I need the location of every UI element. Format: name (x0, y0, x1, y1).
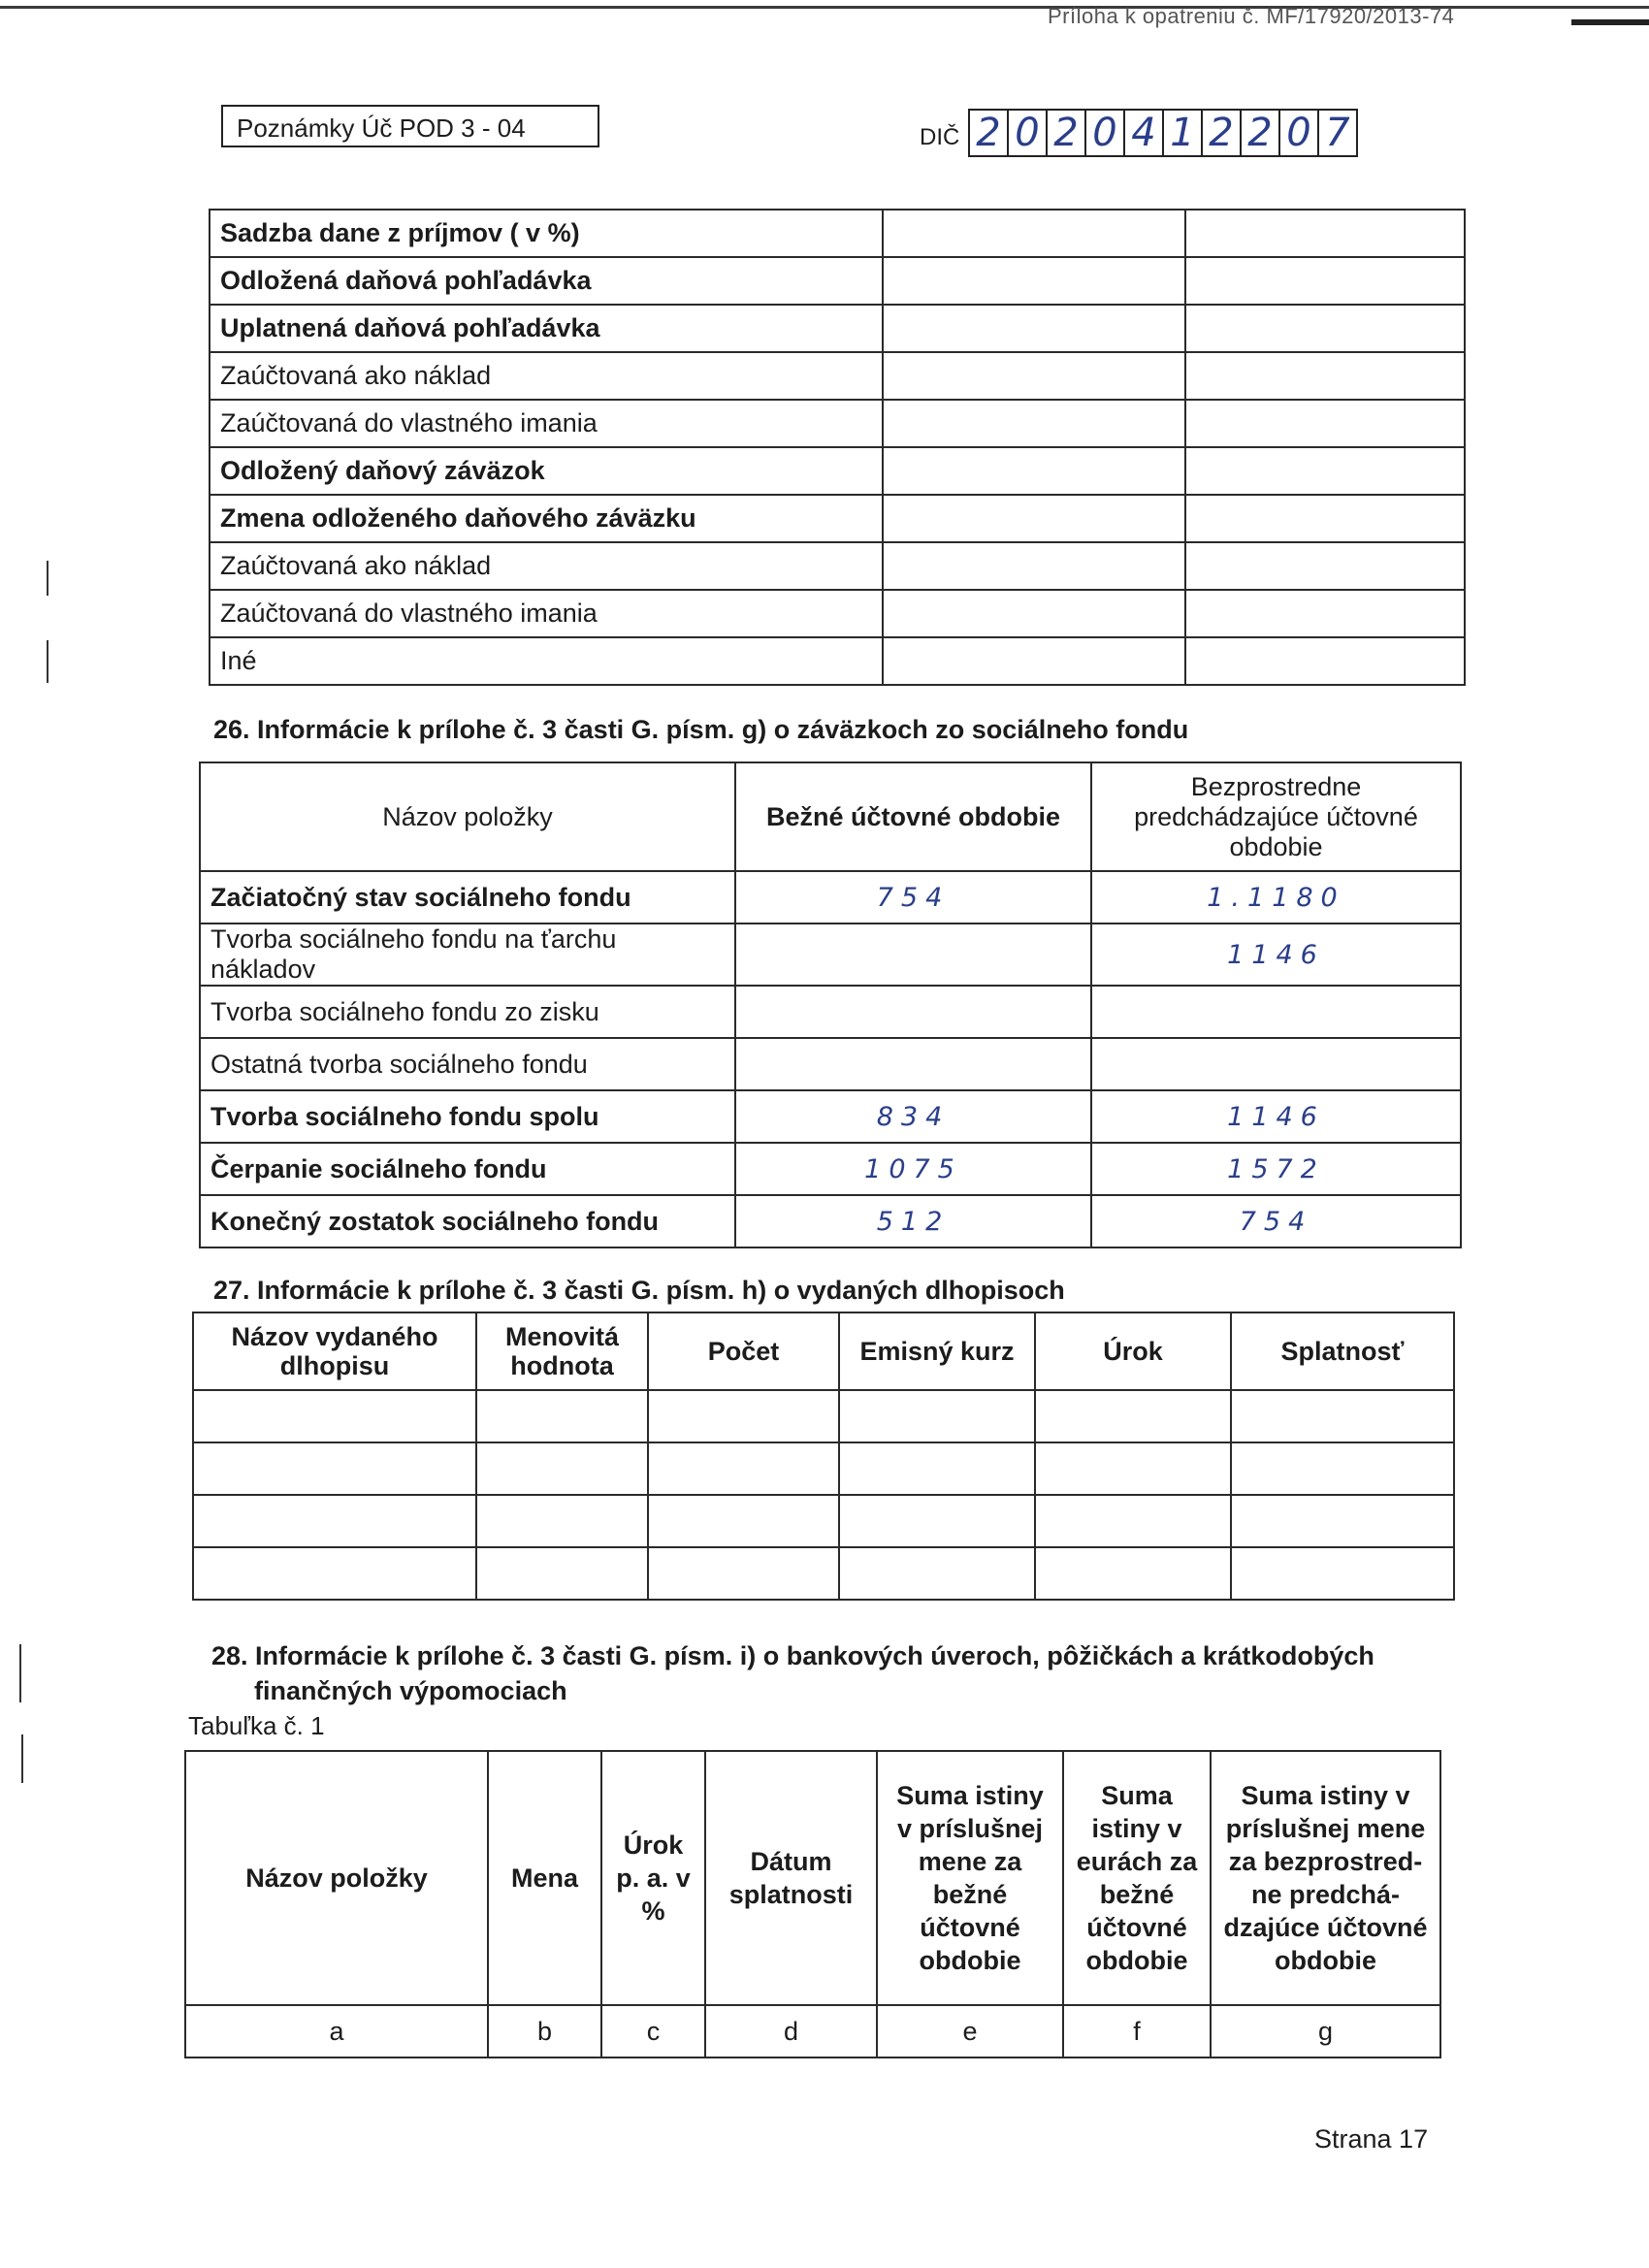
table-row (210, 542, 1465, 590)
table-row (210, 447, 1465, 495)
table-row (200, 986, 1461, 1038)
column-header: Splatnosť (1231, 1312, 1454, 1390)
column-header: Suma istiny v príslušnej mene za bežné účtovné obdobie (877, 1751, 1063, 2005)
dic-digit: 2 (1203, 111, 1242, 155)
table-cell (1231, 1390, 1454, 1442)
table-cell (1035, 1442, 1231, 1495)
loans-table (184, 1750, 1441, 2058)
row-label: Odložený daňový záväzok (210, 447, 883, 495)
dic-digit-boxes (968, 109, 1358, 157)
scan-margin-mark (47, 561, 48, 596)
table-cell (476, 1390, 648, 1442)
table-cell (476, 1495, 648, 1547)
row-label: Zaúčtovaná do vlastného imania (210, 400, 883, 447)
value-cell (883, 352, 1185, 400)
value-cell (883, 542, 1185, 590)
handwritten-value: 1.1180 (1091, 871, 1461, 923)
table-cell (648, 1390, 839, 1442)
scan-margin-mark (19, 1644, 21, 1702)
column-letter-row (185, 2005, 1440, 2057)
table-row (210, 210, 1465, 257)
table-row (200, 871, 1461, 923)
value-cell (883, 637, 1185, 685)
handwritten-value (735, 1038, 1091, 1090)
top-corner-mark (1571, 19, 1649, 25)
table-cell (648, 1495, 839, 1547)
column-letter: e (877, 2005, 1063, 2057)
value-cell (1185, 590, 1465, 637)
dic-digit: 2 (1242, 111, 1280, 155)
table-row (200, 1090, 1461, 1143)
column-letter: g (1211, 2005, 1440, 2057)
column-header: Názov vydaného dlhopisu (193, 1312, 476, 1390)
table-cell (1231, 1495, 1454, 1547)
value-cell (883, 400, 1185, 447)
value-cell (1185, 257, 1465, 305)
table-row (200, 923, 1461, 986)
table-row (200, 1038, 1461, 1090)
dic-digit: 2 (1048, 111, 1086, 155)
value-cell (883, 495, 1185, 542)
dic-label: DIČ (920, 124, 960, 150)
table-row (210, 400, 1465, 447)
table-cell (839, 1495, 1035, 1547)
dic-digit: 0 (1086, 111, 1125, 155)
scan-margin-mark (21, 1734, 23, 1783)
section-27-title: 27. Informácie k prílohe č. 3 časti G. písm. h) o vydaných dlhopisoch (213, 1276, 1065, 1305)
column-header: Emisný kurz (839, 1312, 1035, 1390)
section-28-title-line2: finančných výpomociach (254, 1676, 567, 1705)
value-cell (883, 210, 1185, 257)
row-label: Tvorba sociálneho fondu zo zisku (200, 986, 735, 1038)
value-cell (1185, 400, 1465, 447)
value-cell (1185, 447, 1465, 495)
row-label: Tvorba sociálneho fondu na ťarchu nákladov (200, 923, 735, 986)
handwritten-value (1091, 1038, 1461, 1090)
table-cell (648, 1442, 839, 1495)
table-row (210, 637, 1465, 685)
page-number: Strana 17 (1314, 2124, 1429, 2154)
row-label: Zaúčtovaná do vlastného imania (210, 590, 883, 637)
row-label: Čerpanie sociálneho fondu (200, 1143, 735, 1195)
table-cell (1035, 1547, 1231, 1600)
table-row (200, 1195, 1461, 1247)
column-header: Názov položky (185, 1751, 488, 2005)
table-cell (1035, 1495, 1231, 1547)
handwritten-value (735, 986, 1091, 1038)
table-cell (1231, 1547, 1454, 1600)
row-label: Sadzba dane z príjmov ( v %) (210, 210, 883, 257)
row-label: Tvorba sociálneho fondu spolu (200, 1090, 735, 1143)
column-letter: a (185, 2005, 488, 2057)
handwritten-value: 754 (735, 871, 1091, 923)
form-code-box: Poznámky Úč POD 3 - 04 (221, 105, 599, 147)
dic-digit: 4 (1125, 111, 1164, 155)
column-header: Menovitá hodnota (476, 1312, 648, 1390)
scan-margin-mark (47, 640, 48, 683)
value-cell (883, 257, 1185, 305)
table-header-row (200, 762, 1461, 871)
value-cell (883, 447, 1185, 495)
dic-digit: 0 (1009, 111, 1048, 155)
column-header: Úrok (1035, 1312, 1231, 1390)
value-cell (1185, 542, 1465, 590)
value-cell (883, 305, 1185, 352)
table-row (193, 1442, 1454, 1495)
column-letter: d (705, 2005, 877, 2057)
header-reference: Príloha k opatreniu č. MF/17920/2013-74 (1048, 4, 1455, 28)
table-row (210, 590, 1465, 637)
row-label: Iné (210, 637, 883, 685)
table-row (210, 305, 1465, 352)
dic-digit: 1 (1164, 111, 1203, 155)
table-cell (839, 1442, 1035, 1495)
handwritten-value (735, 923, 1091, 986)
table-header-row (193, 1312, 1454, 1390)
column-header: Mena (488, 1751, 601, 2005)
table-cell (648, 1547, 839, 1600)
row-label: Zaúčtovaná ako náklad (210, 542, 883, 590)
handwritten-value: 754 (1091, 1195, 1461, 1247)
dic-digit: 0 (1280, 111, 1319, 155)
table-cell (839, 1390, 1035, 1442)
bonds-table (192, 1312, 1455, 1601)
value-cell (1185, 352, 1465, 400)
handwritten-value: 1075 (735, 1143, 1091, 1195)
column-header: Suma istiny v príslušnej mene za bezprostred-ne predchá-dzajúce účtovné obdobie (1211, 1751, 1440, 2005)
handwritten-value: 1572 (1091, 1143, 1461, 1195)
table-row (210, 495, 1465, 542)
dic-digit: 2 (970, 111, 1009, 155)
table-row (200, 1143, 1461, 1195)
row-label: Zaúčtovaná ako náklad (210, 352, 883, 400)
table-row (193, 1390, 1454, 1442)
table-cell (476, 1442, 648, 1495)
column-header: Suma istiny v eurách za bežné účtovné obdobie (1063, 1751, 1211, 2005)
handwritten-value (1091, 986, 1461, 1038)
row-label: Začiatočný stav sociálneho fondu (200, 871, 735, 923)
column-header: Počet (648, 1312, 839, 1390)
row-label: Konečný zostatok sociálneho fondu (200, 1195, 735, 1247)
handwritten-value: 1146 (1091, 923, 1461, 986)
row-label: Ostatná tvorba sociálneho fondu (200, 1038, 735, 1090)
table-row (210, 257, 1465, 305)
table-row (193, 1495, 1454, 1547)
column-header: Úrok p. a. v % (601, 1751, 705, 2005)
table-cell (193, 1390, 476, 1442)
column-header: Bezprostredne predchádzajúce účtovné obdobie (1091, 762, 1461, 871)
dic-digit: 7 (1325, 111, 1350, 155)
handwritten-value: 834 (735, 1090, 1091, 1143)
deferred-tax-table (209, 209, 1466, 686)
column-header: Bežné účtovné obdobie (735, 762, 1091, 871)
handwritten-value: 1146 (1091, 1090, 1461, 1143)
column-header: Názov položky (200, 762, 735, 871)
table-cell (839, 1547, 1035, 1600)
value-cell (1185, 305, 1465, 352)
column-header: Dátum splatnosti (705, 1751, 877, 2005)
table-cell (1035, 1390, 1231, 1442)
column-letter: f (1063, 2005, 1211, 2057)
table-row (193, 1547, 1454, 1600)
column-letter: c (601, 2005, 705, 2057)
social-fund-table (199, 761, 1462, 1248)
table-cell (193, 1442, 476, 1495)
value-cell (1185, 637, 1465, 685)
table-cell (1231, 1442, 1454, 1495)
row-label: Uplatnená daňová pohľadávka (210, 305, 883, 352)
row-label: Zmena odloženého daňového záväzku (210, 495, 883, 542)
table-header-row (185, 1751, 1440, 2005)
value-cell (1185, 495, 1465, 542)
column-letter: b (488, 2005, 601, 2057)
table-cell (193, 1547, 476, 1600)
section-26-title: 26. Informácie k prílohe č. 3 časti G. písm. g) o záväzkoch zo sociálneho fondu (213, 715, 1189, 744)
table-cell (476, 1547, 648, 1600)
section-28-title-line1: 28. Informácie k prílohe č. 3 časti G. písm. i) o bankových úveroch, pôžičkách a krátkodobých (211, 1641, 1374, 1670)
value-cell (1185, 210, 1465, 257)
row-label: Odložená daňová pohľadávka (210, 257, 883, 305)
value-cell (883, 590, 1185, 637)
table-row (210, 352, 1465, 400)
table-cell (193, 1495, 476, 1547)
table-label: Tabuľka č. 1 (188, 1711, 325, 1740)
handwritten-value: 512 (735, 1195, 1091, 1247)
